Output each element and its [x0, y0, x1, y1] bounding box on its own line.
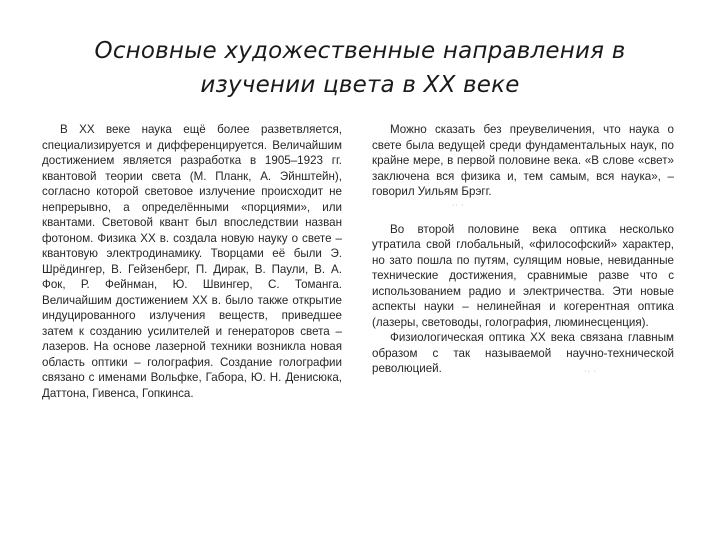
- right-paragraph-2: Во второй половине века оптика несколько утратила свой глобальный, «философский» характер, но зато пошла по путям, сулящим новые, невиданные технические достижения, сравнимые разве что с использованием радио и электричества. Эти новые аспекты науки – нелинейная и когерентная оптика (лазеры, световоды, голография, люминесценция).: [372, 222, 674, 329]
- right-paragraph-3: Физиологическая оптика XX века связана главным образом с так называемой научно-технической революцией.: [372, 331, 674, 375]
- slide-title: [60, 34, 660, 102]
- right-quote-paragraph: Можно сказать без преувеличения, что наука о свете была ведущей среди фундаментальных наук, по крайне мере, в первой половине века. «В слове «свет» заключена вся физика и, тем самым, вся наука», – говорил Уильям Брэгг.: [372, 123, 674, 198]
- scan-artifact-dots: ·· ·: [452, 202, 465, 209]
- right-text-column: [372, 122, 674, 377]
- left-paragraph-1: В XX веке наука ещё более разветвляется, специализируется и дифференцируется. Величайшим достижением является разработка в 1905–1923 гг. квантовой теории света (М. Планк, А. Эйнштейн), согласно которой световое излучение происходит не непрерывно, а определёнными «порциями», или квантами. Световой квант был впоследствии назван фотоном. Физика XX в. создала новую науку о свете – квантовую электродинамику. Творцами её были Э. Шрёдингер, В. Гейзенберг, П. Дирак, В. Паули, В. А. Фок, Р. Фейнман, Ю. Швингер, С. Томанга. Величайшим достижением XX в. было также открытие индуцированного излучения веществ, приведшее затем к созданию усилителей и генераторов света – лазеров. На основе лазерной техники возникла новая область оптики – голография. Создание голографии связано с именами Вольфке, Габора, Ю. Н. Денисюка, Даттона, Гивенса, Гопкинса.: [42, 123, 342, 400]
- scan-artifact-dots: ·· ·: [584, 368, 597, 375]
- title-line-1: Основные художественные направления в: [94, 38, 626, 64]
- left-text-column: [42, 122, 342, 401]
- title-line-2: изучении цвета в XX веке: [200, 72, 520, 98]
